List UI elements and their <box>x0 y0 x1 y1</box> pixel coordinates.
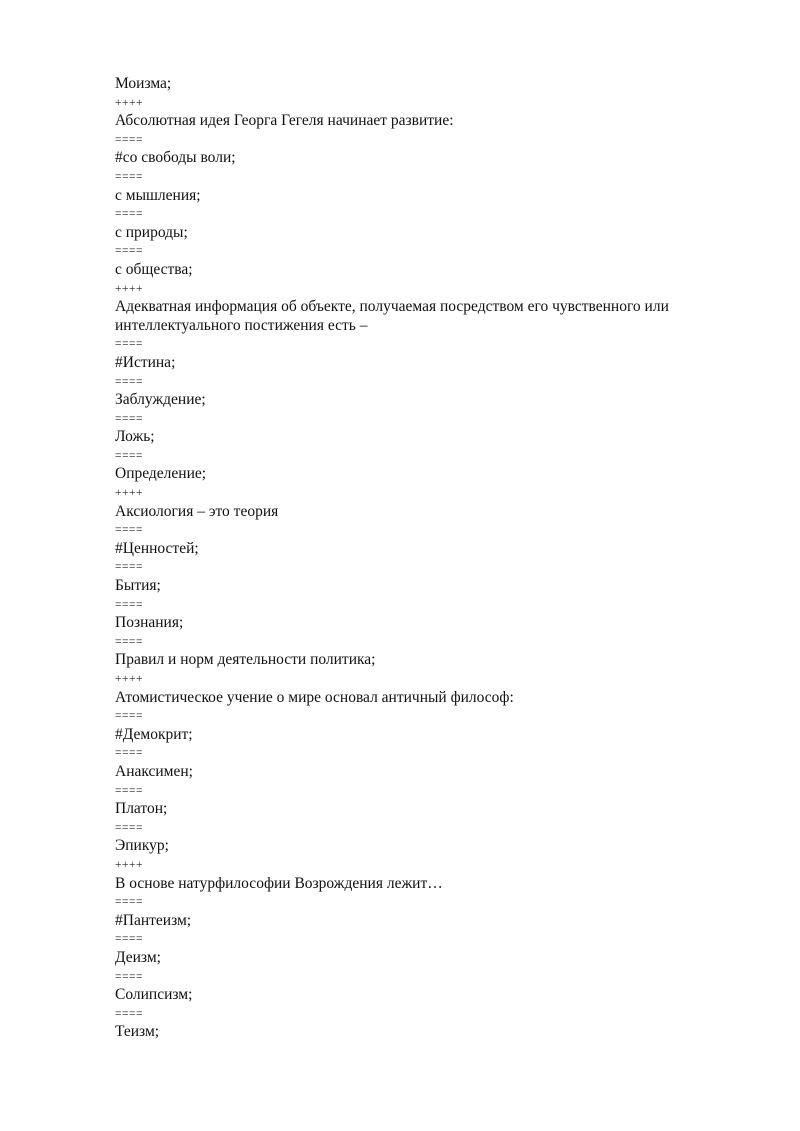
answer-option: Теизм; <box>115 1023 160 1041</box>
answer-separator: ==== <box>115 896 143 909</box>
answer-separator: ==== <box>115 170 143 183</box>
document-page <box>115 75 715 1042</box>
question-separator: ++++ <box>115 282 143 295</box>
answer-option: Правил и норм деятельности политика; <box>115 651 376 669</box>
answer-separator: ==== <box>115 133 143 146</box>
answer-option: Эпикур; <box>115 837 169 855</box>
answer-separator: ==== <box>115 598 143 611</box>
question-text: Адекватная информация об объекте, получаемая посредством его чувственного или интеллектуального постижения есть – <box>115 298 673 334</box>
answer-option: Заблуждение; <box>115 391 206 409</box>
question-separator: ++++ <box>115 96 143 109</box>
correct-answer: #со свободы воли; <box>115 149 236 167</box>
answer-separator: ==== <box>115 933 143 946</box>
text-line: Моизма; <box>115 75 172 92</box>
answer-option: с общества; <box>115 260 193 278</box>
answer-option: Солипсизм; <box>115 986 193 1004</box>
answer-separator: ==== <box>115 449 143 462</box>
answer-separator: ==== <box>115 412 143 425</box>
answer-option: Анаксимен; <box>115 762 193 780</box>
answer-separator: ==== <box>115 338 143 351</box>
answer-separator: ==== <box>115 821 143 834</box>
answer-option: Бытия; <box>115 577 161 595</box>
answer-separator: ==== <box>115 524 143 537</box>
answer-option: с мышления; <box>115 186 201 204</box>
correct-answer: #Истина; <box>115 353 176 371</box>
answer-option: Платон; <box>115 800 168 818</box>
correct-answer: #Демокрит; <box>115 725 193 743</box>
answer-option: Ложь; <box>115 428 155 446</box>
question-separator: ++++ <box>115 858 143 871</box>
question-text: Атомистическое учение о мире основал античный философ: <box>115 688 514 706</box>
answer-separator: ==== <box>115 747 143 760</box>
correct-answer: #Ценностей; <box>115 539 199 557</box>
answer-separator: ==== <box>115 710 143 723</box>
question-separator: ++++ <box>115 487 143 500</box>
question-text: Абсолютная идея Георга Гегеля начинает развитие: <box>115 112 454 130</box>
question-separator: ++++ <box>115 673 143 685</box>
answer-separator: ==== <box>115 1007 143 1020</box>
question-text: Аксиология – это теория <box>115 502 279 520</box>
answer-option: с природы; <box>115 223 188 241</box>
answer-separator: ==== <box>115 970 143 983</box>
answer-option: Определение; <box>115 465 207 483</box>
answer-option: Деизм; <box>115 948 161 966</box>
answer-separator: ==== <box>115 245 143 258</box>
answer-option: Познания; <box>115 614 184 632</box>
answer-separator: ==== <box>115 208 143 221</box>
question-text: В основе натурфилософии Возрождения лежит… <box>115 874 443 892</box>
answer-separator: ==== <box>115 561 143 574</box>
correct-answer: #Пантеизм; <box>115 911 192 929</box>
answer-separator: ==== <box>115 635 143 648</box>
answer-separator: ==== <box>115 375 143 388</box>
answer-separator: ==== <box>115 784 143 797</box>
